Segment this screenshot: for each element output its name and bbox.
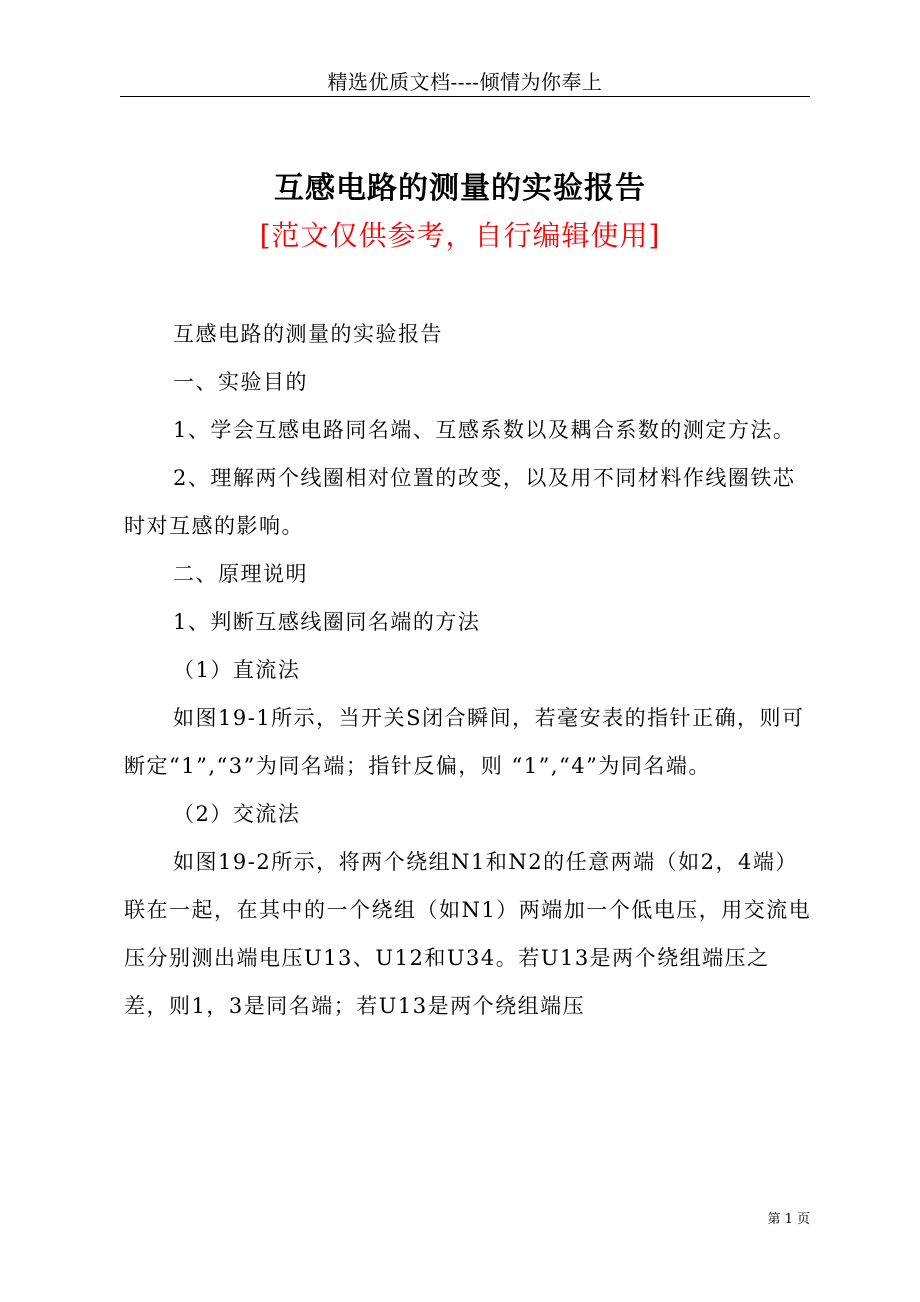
paragraph-heading: 互感电路的测量的实验报告	[173, 322, 443, 346]
document-body	[124, 310, 814, 1030]
paragraph: 如图19-2所示，将两个绕组N1和N2的任意两端（如2，4端）联在一起，在其中的一个绕组（如N1）两端加一个低电压，用交流电压分别测出端电压U13、U12和U34。若U13是两个绕组端压之差，则1，3是同名端；若U13是两个绕组端压	[124, 850, 812, 1018]
section-heading-purpose: 一、实验目的	[173, 370, 308, 394]
subsection-heading-dc: （1）直流法	[173, 658, 301, 682]
paragraph: 2、理解两个线圈相对位置的改变，以及用不同材料作线圈铁芯时对互感的影响。	[124, 466, 796, 538]
header-divider	[120, 96, 810, 97]
page-header: 精选优质文档----倾情为你奉上	[327, 70, 603, 94]
section-heading-principle: 二、原理说明	[173, 562, 308, 586]
document-title: 互感电路的测量的实验报告	[274, 171, 646, 206]
paragraph: 1、判断互感线圈同名端的方法	[173, 610, 481, 634]
page-number: 第 1 页	[767, 1212, 810, 1227]
document-subtitle: [范文仅供参考，自行编辑使用]	[259, 219, 661, 252]
paragraph: 1、学会互感电路同名端、互感系数以及耦合系数的测定方法。	[173, 418, 796, 442]
paragraph: 如图19-1所示，当开关S闭合瞬间，若毫安表的指针正确，则可断定“1”,“3”为同名端；指针反偏，则 “1”,“4”为同名端。	[124, 706, 805, 778]
subsection-heading-ac: （2）交流法	[173, 802, 301, 826]
